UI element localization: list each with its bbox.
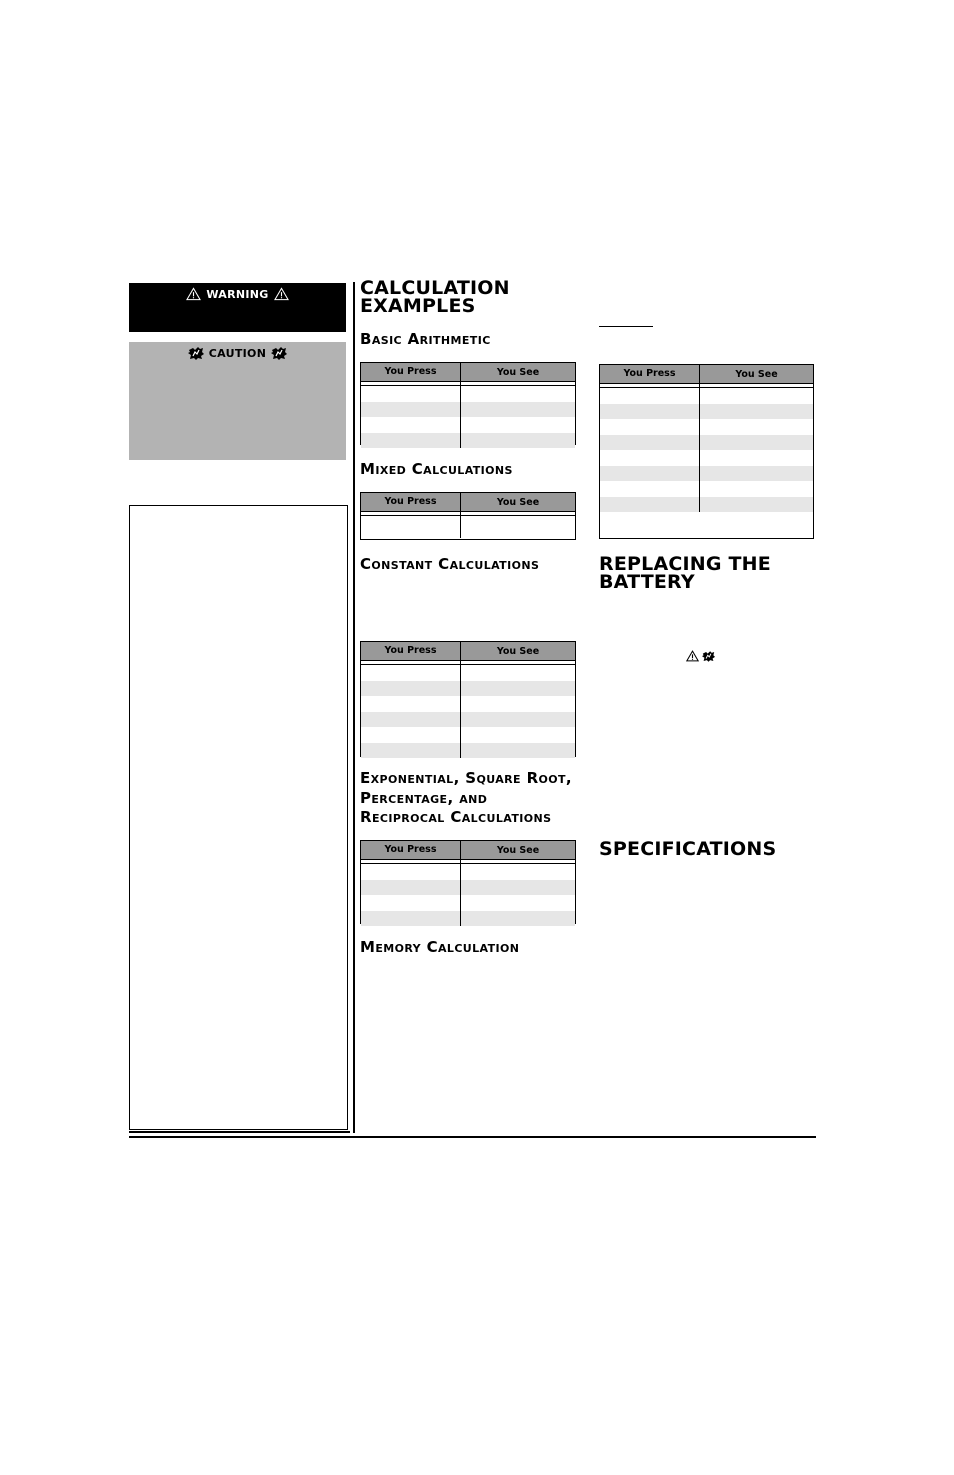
warning-box	[129, 283, 346, 332]
table-row	[361, 911, 575, 927]
table-row	[361, 864, 575, 880]
section-heading-basic: Basic Arithmetic	[360, 330, 491, 348]
section-heading-mixed: Mixed Calculations	[360, 460, 513, 478]
col-you-see: You See	[496, 844, 540, 856]
inline-warning-icons	[686, 650, 715, 662]
note-frame-bottom-rule	[129, 1131, 350, 1133]
warning-title	[129, 283, 346, 301]
table-header	[361, 841, 575, 860]
table-mixed	[360, 492, 576, 540]
table-body	[361, 864, 575, 926]
caution-burst-icon	[188, 347, 204, 360]
warning-label: WARNING	[206, 287, 269, 301]
caution-label: CAUTION	[208, 347, 267, 360]
page-title: CALCULATION EXAMPLES	[360, 277, 510, 317]
column-divider	[353, 282, 355, 1133]
caution-title	[129, 342, 346, 360]
table-exponential	[360, 840, 576, 924]
table-row	[600, 481, 813, 497]
page-bottom-rule	[129, 1136, 816, 1138]
table-row	[361, 417, 575, 433]
table-body	[361, 665, 575, 758]
table-row	[361, 696, 575, 712]
warning-triangle-icon	[274, 287, 289, 301]
table-header	[361, 642, 575, 661]
caution-box	[129, 342, 346, 460]
warning-triangle-icon	[186, 287, 201, 301]
table-row	[361, 681, 575, 697]
table-body	[361, 516, 575, 538]
table-row	[600, 450, 813, 466]
table-header	[361, 363, 575, 382]
col-you-see: You See	[735, 368, 778, 380]
table-row	[361, 880, 575, 896]
col-you-press: You Press	[361, 363, 461, 381]
table-memory	[599, 364, 814, 539]
table-header	[600, 365, 813, 384]
battery-heading: REPLACING THE BATTERY	[599, 553, 771, 593]
table-row	[600, 435, 813, 451]
table-header	[361, 493, 575, 512]
table-row	[361, 743, 575, 759]
table-row	[600, 497, 813, 513]
table-row	[361, 402, 575, 418]
caution-burst-icon	[271, 347, 287, 360]
specifications-heading: SPECIFICATIONS	[599, 838, 777, 860]
col-you-see: You See	[496, 366, 540, 378]
col-you-see: You See	[496, 645, 540, 657]
underline-stub	[599, 326, 653, 327]
table-row	[600, 466, 813, 482]
col-you-press: You Press	[361, 841, 461, 859]
table-row	[361, 895, 575, 911]
table-row	[600, 404, 813, 420]
section-heading-exponential: Exponential, Square Root, Percentage, and Reciprocal Calculations	[360, 769, 573, 826]
col-you-press: You Press	[361, 493, 461, 511]
col-you-press: You Press	[600, 365, 700, 383]
table-row	[600, 419, 813, 435]
table-row	[600, 388, 813, 404]
col-you-see: You See	[496, 496, 540, 508]
col-you-press: You Press	[361, 642, 461, 660]
note-frame	[129, 505, 348, 1130]
section-heading-memory: Memory Calculation	[360, 938, 520, 956]
warning-triangle-icon	[686, 650, 699, 662]
table-row	[361, 712, 575, 728]
table-row	[361, 433, 575, 449]
table-constant	[360, 641, 576, 757]
section-heading-constant: Constant Calculations	[360, 555, 540, 573]
table-row	[361, 665, 575, 681]
table-row	[361, 727, 575, 743]
caution-burst-icon	[702, 651, 715, 662]
table-row	[361, 386, 575, 402]
table-body	[600, 388, 813, 512]
table-body	[361, 386, 575, 448]
table-basic	[360, 362, 576, 445]
